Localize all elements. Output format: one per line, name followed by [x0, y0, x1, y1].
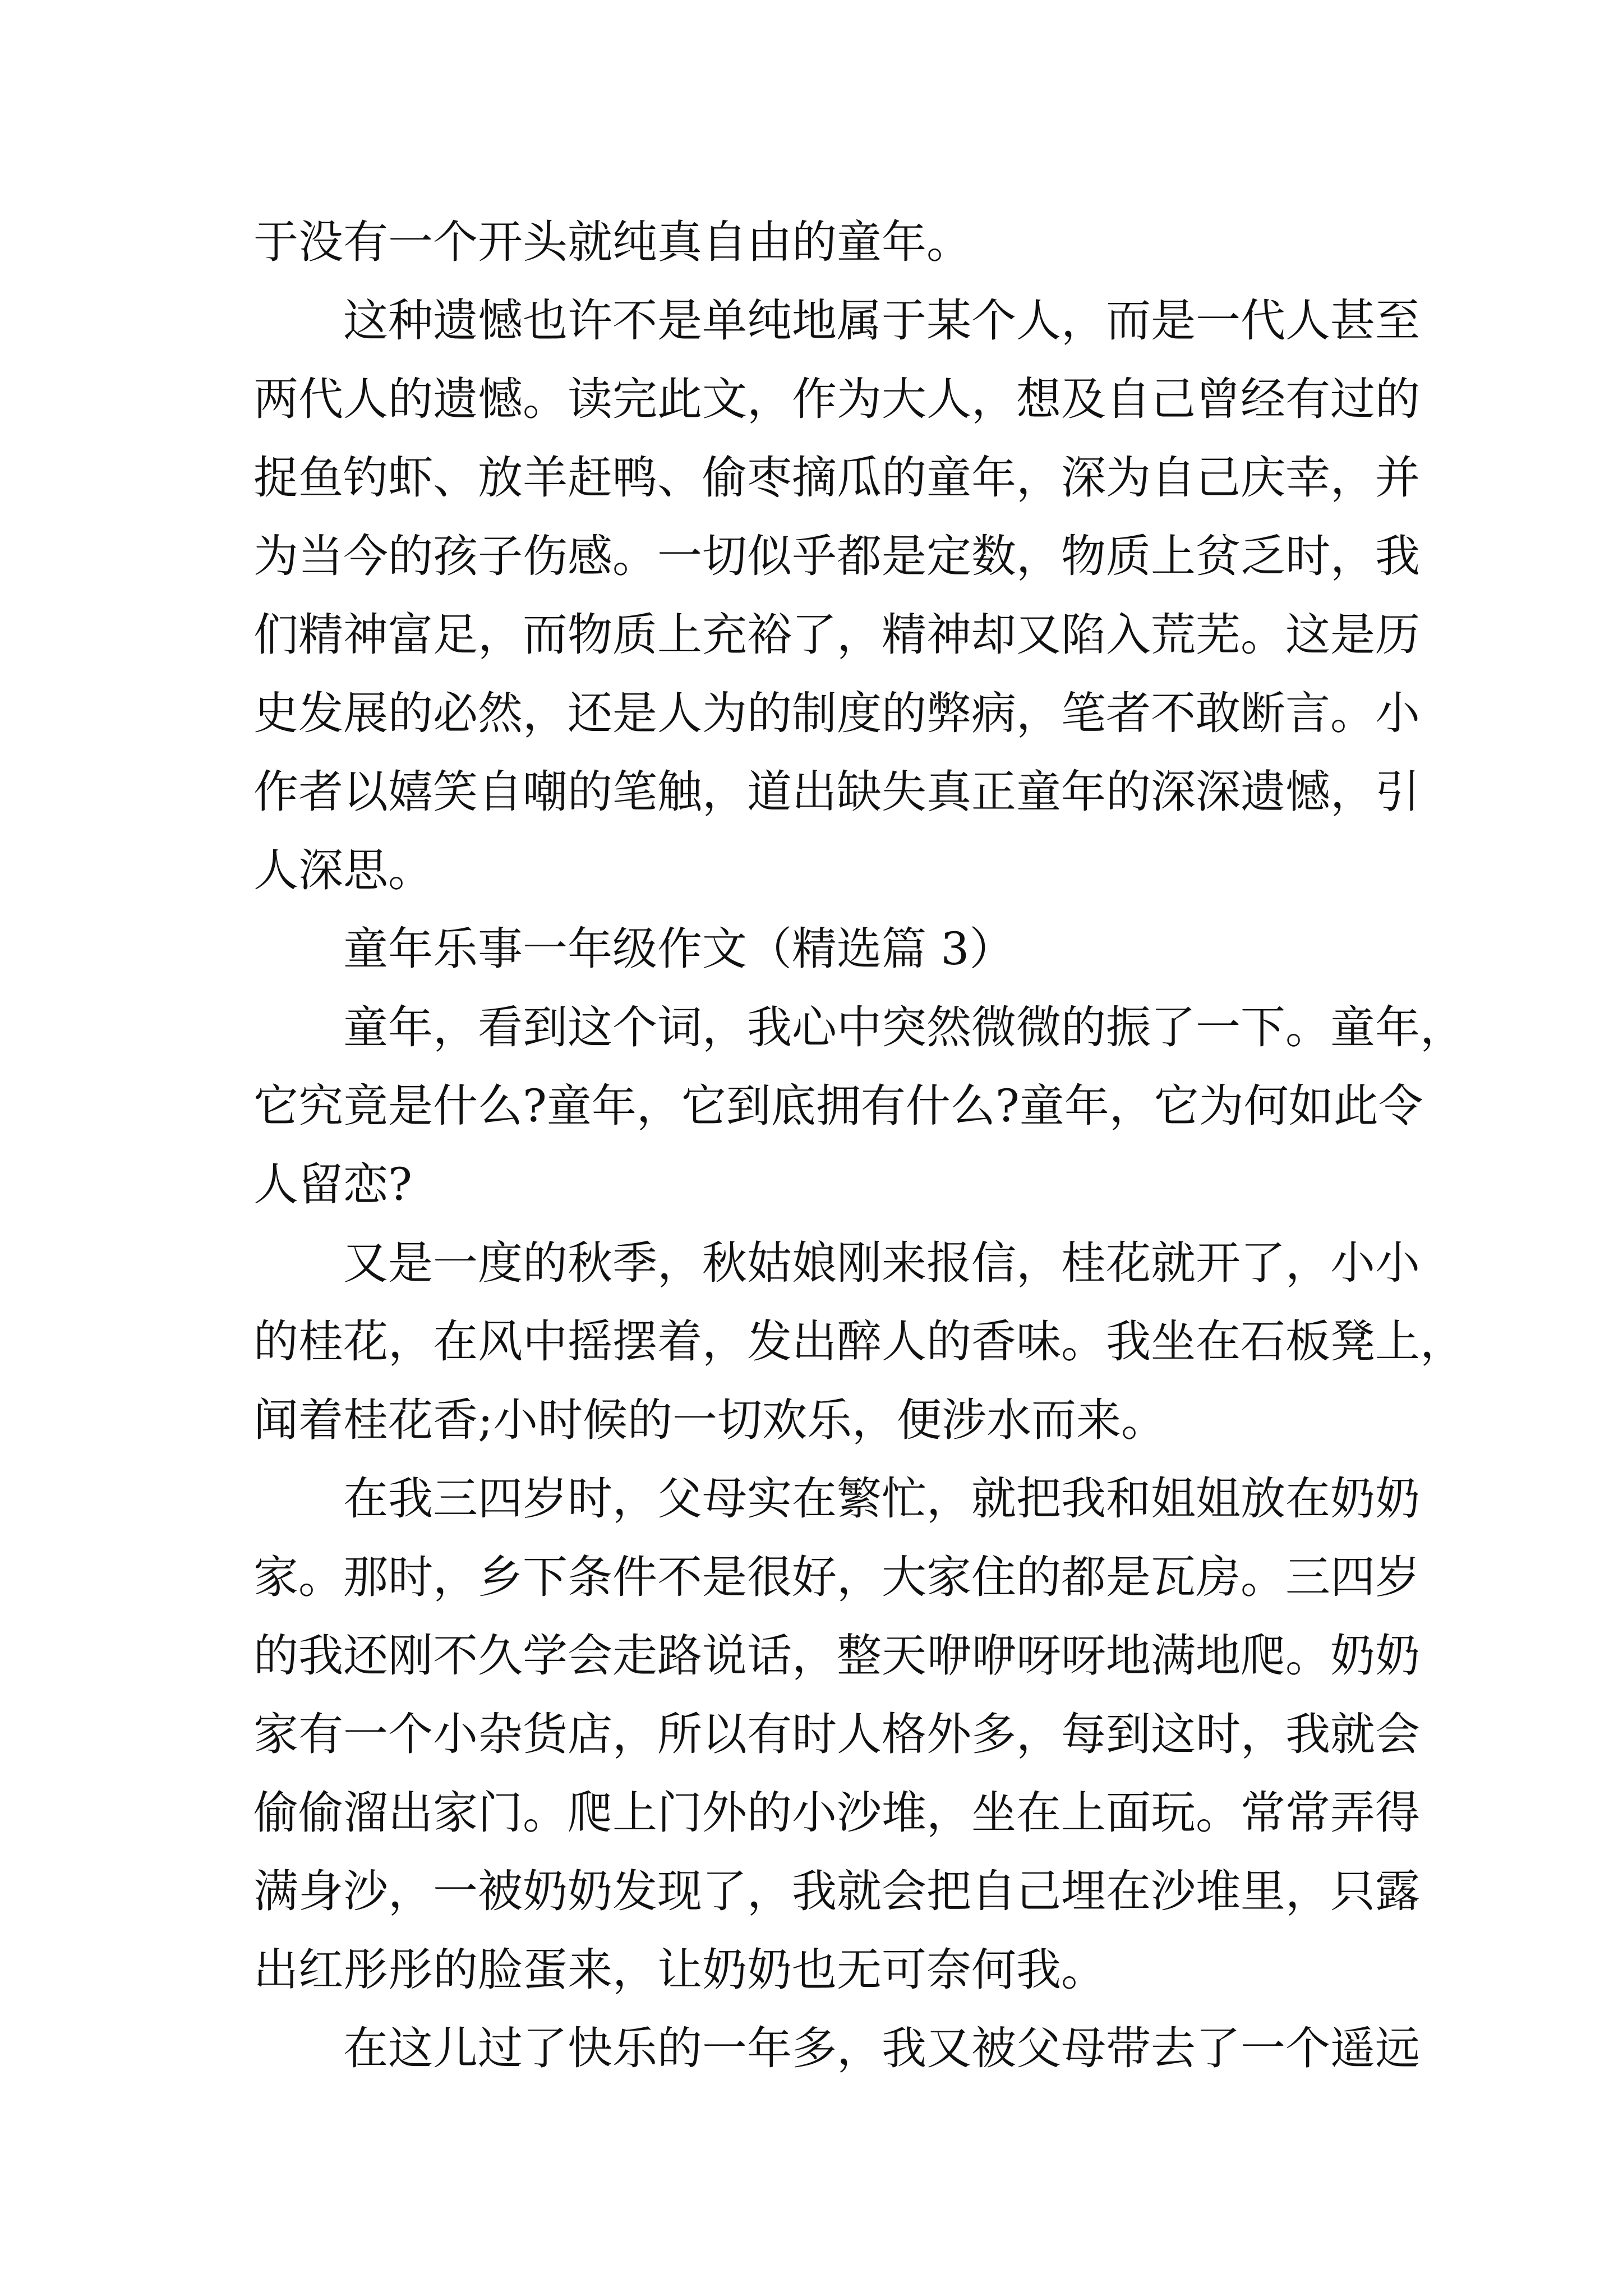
text-line: 人留恋?	[253, 1158, 412, 1211]
section-heading: 童年乐事一年级作文（精选篇 3）	[343, 923, 1015, 975]
text-line: 人深思。	[253, 844, 433, 896]
text-line: 满身沙，一被奶奶发现了，我就会把自己埋在沙堆里，只露	[253, 1865, 1420, 1917]
text-line: 史发展的必然，还是人为的制度的弊病，笔者不敢断言。小	[253, 687, 1420, 739]
text-line: 两代人的遗憾。读完此文，作为大人，想及自己曾经有过的	[253, 373, 1420, 425]
text-line: 在我三四岁时，父母实在繁忙，就把我和姐姐放在奶奶	[343, 1473, 1420, 1525]
text-line: 出红彤彤的脸蛋来，让奶奶也无可奈何我。	[253, 1944, 1106, 1996]
text-line: 偷偷溜出家门。爬上门外的小沙堆，坐在上面玩。常常弄得	[253, 1787, 1420, 1839]
text-line: 家。那时，乡下条件不是很好，大家住的都是瓦房。三四岁	[253, 1551, 1420, 1603]
text-line: 于没有一个开头就纯真自由的童年。	[253, 216, 971, 268]
text-line: 闻着桂花香;小时候的一切欢乐，便涉水而来。	[253, 1394, 1166, 1446]
text-line: 为当今的孩子伤感。一切似乎都是定数，物质上贫乏时，我	[253, 530, 1420, 582]
text-line: 家有一个小杂货店，所以有时人格外多，每到这时，我就会	[253, 1708, 1420, 1760]
text-line: 作者以嬉笑自嘲的笔触，道出缺失真正童年的深深遗憾，引	[253, 766, 1420, 818]
text-line: 捉鱼钓虾、放羊赶鸭、偷枣摘瓜的童年，深为自己庆幸，并	[253, 452, 1420, 504]
text-line: 又是一度的秋季，秋姑娘刚来报信，桂花就开了，小小	[343, 1237, 1420, 1289]
text-line: 童年，看到这个词，我心中突然微微的振了一下。童年，	[343, 1001, 1465, 1053]
text-line: 的我还刚不久学会走路说话，整天咿咿呀呀地满地爬。奶奶	[253, 1630, 1420, 1682]
text-line: 们精神富足，而物质上充裕了，精神却又陷入荒芜。这是历	[253, 609, 1420, 661]
text-line: 这种遗憾也许不是单纯地属于某个人，而是一代人甚至	[343, 295, 1420, 347]
text-line: 的桂花，在风中摇摆着，发出醉人的香味。我坐在石板凳上，	[253, 1315, 1465, 1368]
text-line: 它究竟是什么?童年，它到底拥有什么?童年，它为何如此令	[253, 1080, 1423, 1132]
text-line: 在这儿过了快乐的一年多，我又被父母带去了一个遥远	[343, 2022, 1420, 2074]
